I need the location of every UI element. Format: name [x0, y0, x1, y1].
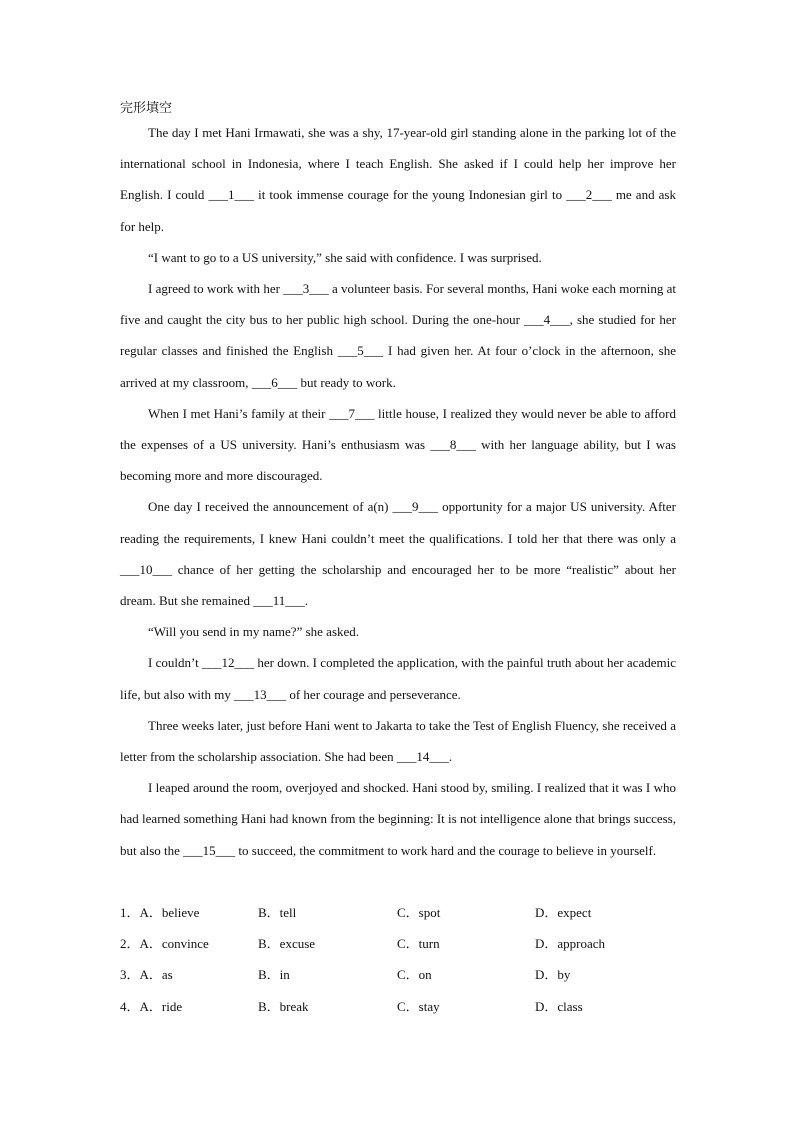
question-row: [120, 991, 676, 1022]
option-d: D．by: [535, 967, 571, 983]
option-a: 4．A．ride: [120, 998, 183, 1014]
question-row: [120, 959, 676, 990]
option-a: 3．A．as: [120, 967, 173, 983]
passage-paragraph: I couldn’t ___12___ her down. I completed the application, with the painful truth about her academic life, but also with my ___13___ of her courage and perseverance.: [120, 655, 676, 702]
option-b: B．break: [258, 998, 309, 1014]
answer-options: [120, 897, 676, 1022]
passage-paragraph: One day I received the announcement of a(n) ___9___ opportunity for a major US university. After reading the requirements, I knew Hani couldn’t meet the qualifications. I told her that there was only a ___10___ chance of her getting the scholarship and encouraged her to be more “realistic” about her dream. But she remained ___11___.: [120, 499, 676, 609]
option-c: C．stay: [397, 998, 440, 1014]
passage-paragraph: I leaped around the room, overjoyed and shocked. Hani stood by, smiling. I realized that it was I who had learned something Hani had known from the beginning: It is not intelligence alone that brings success, but also the ___15___ to succeed, the commitment to work hard and the courage to believe in yourself.: [120, 780, 676, 858]
passage-paragraph: “I want to go to a US university,” she said with confidence. I was surprised.: [148, 249, 542, 265]
option-b: B．tell: [258, 905, 297, 920]
section-title: 完形填空: [120, 101, 173, 116]
passage-paragraph: Three weeks later, just before Hani went to Jakarta to take the Test of English Fluency, she received a letter from the scholarship association. She had been ___14___.: [120, 717, 676, 765]
option-c: C．spot: [397, 905, 441, 920]
cloze-passage: [120, 117, 676, 866]
option-a: 2．A．convince: [120, 936, 209, 952]
question-row: [120, 928, 676, 959]
option-b: B．excuse: [258, 936, 316, 952]
option-b: B．in: [258, 967, 290, 983]
option-d: D．approach: [535, 936, 606, 952]
passage-paragraph: The day I met Hani Irmawati, she was a shy, 17-year-old girl standing alone in the parking lot of the international school in Indonesia, where I teach English. She asked if I could help her improve her English. I could ___1___ it took immense courage for the young Indonesian girl to ___2___ me and ask for help.: [120, 125, 676, 234]
option-d: D．expect: [535, 905, 592, 920]
question-row: [120, 897, 676, 928]
option-c: C．on: [397, 967, 432, 983]
option-a: 1．A．believe: [120, 905, 200, 920]
passage-paragraph: I agreed to work with her ___3___ a volunteer basis. For several months, Hani woke each morning at five and caught the city bus to her public high school. During the one-hour ___4___, she studied for her regular classes and finished the English ___5___ I had given her. At four o’clock in the afternoon, she arrived at my classroom, ___6___ but ready to work.: [120, 281, 676, 390]
option-d: D．class: [535, 998, 583, 1014]
option-c: C．turn: [397, 936, 440, 952]
passage-paragraph: When I met Hani’s family at their ___7___ little house, I realized they would never be able to afford the expenses of a US university. Hani’s enthusiasm was ___8___ with her language ability, but I was becoming more and more discouraged.: [120, 405, 676, 484]
passage-paragraph: “Will you send in my name?” she asked.: [148, 624, 360, 640]
